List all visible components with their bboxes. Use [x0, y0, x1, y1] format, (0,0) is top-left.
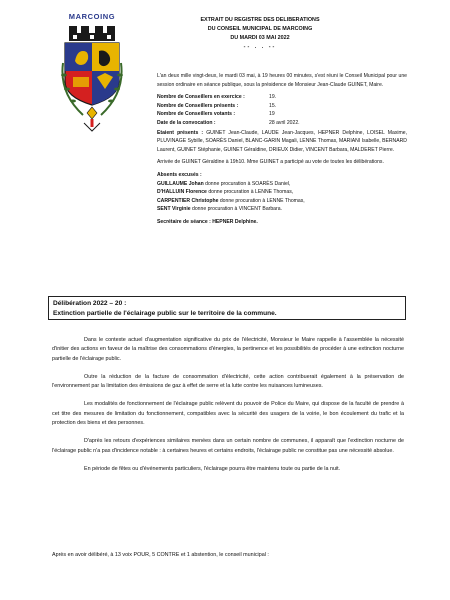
header-line-3: DU MARDI 03 MAI 2022: [230, 35, 290, 41]
secretary-label: Secrétaire de séance :: [157, 218, 211, 225]
secretary-name: HEPNER Delphine.: [212, 218, 258, 225]
excused-name: D'HALLUIN Florence: [157, 189, 207, 196]
excused-item: [157, 197, 407, 206]
excused-name: SENT Virginie: [157, 206, 191, 213]
body-paragraph: Outre la réduction de la facture de consommation d'électricité, cette action contribuerait également à la préservation de l'environnement par la limitation des émissions de gaz à effet de serre et la lutte contre les nuisances lumineuses.: [52, 373, 404, 390]
present-names: GUINET Jean-Claude, LAUDE Jean-Jacques, HEPNER Delphine, LOISEL Maxime, PLUVINAGE Sybille, SOARÈS Daniel, BLANC-GARIN Magali, LENNE Thomas, MARIANI Isabelle, BERNARD Laurent, GUINET Stéphanie, GUINET Géraldine, DRIEUX Didier, VINCENT Barbara, MALDERET Pierre.: [157, 129, 407, 153]
excused-item: [157, 188, 407, 197]
deliberation-number: Délibération 2022 – 20 :: [53, 300, 127, 307]
body-paragraph: En période de fêtes ou d'événements particuliers, l'éclairage pourra être maintenu toute ou partie de la nuit.: [84, 465, 341, 472]
stat-row: [157, 102, 407, 111]
stat-row: [157, 110, 407, 119]
excused-name: GUILLAUME Johan: [157, 180, 204, 187]
crest-title: MARCOING: [68, 12, 116, 21]
excused-detail: donne procuration à LENNE Thomas,: [219, 197, 305, 204]
excused-name: CARPENTIER Christophe: [157, 197, 219, 204]
stat-label: Nombre de Conseillers présents :: [157, 102, 239, 109]
excused-detail: donne procuration à SOARÈS Daniel,: [205, 180, 291, 187]
deliberation-subject: Extinction partielle de l'éclairage public sur le territoire de la commune.: [53, 309, 277, 317]
header-separator: -- . . --: [243, 44, 277, 50]
council-stats: [157, 93, 407, 127]
excused-detail: donne procuration à VINCENT Barbara.: [192, 206, 282, 213]
body-paragraph: D'après les retours d'expériences similaires menées dans un certain nombre de communes, il apparaît que l'extinction nocturne de l'éclairage public n'a pas d'incidence notable : à certaines heures et certains endroits, l'éclairage public ne constitue pas une nécessité absolue.: [52, 438, 404, 454]
secretary-line: [157, 218, 407, 227]
deliberation-body: [52, 336, 404, 483]
stat-value: 19: [269, 111, 275, 118]
stat-value: 19.: [269, 94, 277, 101]
stat-label: Date de la convocation :: [157, 119, 216, 126]
extract-header: [175, 16, 345, 52]
excused-detail: donne procuration à LENNE Thomas,: [208, 189, 294, 196]
header-line-2: DU CONSEIL MUNICIPAL DE MARCOING: [207, 26, 313, 32]
stat-value: 28 avril 2022.: [269, 119, 300, 126]
opening-paragraph: L'an deux mille vingt-deux, le mardi 03 mai, à 19 heures 00 minutes, s'est réuni le Conseil Municipal pour une session ordinaire en séance publique, sous la présidence de Monsieur Jean-Claude GUINET, Maire.: [157, 73, 407, 88]
header-line-1: EXTRAIT DU REGISTRE DES DELIBERATIONS: [200, 17, 320, 23]
coat-of-arms-icon: [59, 23, 125, 133]
present-members: [157, 129, 407, 155]
excused-item: [157, 180, 407, 189]
body-paragraph: Les modalités de fonctionnement de l'éclairage public relèvent du pouvoir de Police du Maire, qui dispose de la faculté de prendre à cet titre des mesures de limitation du fonctionnement, compatibles avec la sécurité des usagers de la voirie, le bon écoulement du trafic et la protection des biens et des personnes.: [52, 401, 404, 427]
body-paragraph: Dans le contexte actuel d'augmentation significative du prix de l'électricité, Monsieur le Maire rappelle à l'assemblée la nécessité d'initier des actions en faveur de la maîtrise des consommations d'énergies, la pertinence et les possibilités de procéder à une extinction nocturne partielle de l'éclairage public.: [52, 337, 404, 362]
vote-result: Après en avoir délibéré, à 13 voix POUR, 5 CONTRE et 1 abstention, le conseil municipal :: [52, 552, 269, 558]
municipal-crest: [52, 12, 132, 133]
stat-row: [157, 119, 407, 128]
deliberation-title-box: [48, 296, 406, 320]
arrival-note: Arrivée de GUINET Géraldine à 19h10. Mme GUINET a participé au vote de toutes les délibérations.: [157, 159, 384, 166]
excused-members: [157, 171, 407, 214]
stat-label: Nombre de Conseillers en exercice :: [157, 94, 245, 101]
stat-label: Nombre de Conseillers votants :: [157, 111, 236, 118]
stat-value: 15.: [269, 102, 277, 109]
stat-row: [157, 93, 407, 102]
excused-item: [157, 205, 407, 214]
excused-label: Absents excusés :: [157, 171, 202, 178]
session-intro: [157, 72, 407, 231]
present-label: Etaient présents :: [157, 129, 204, 136]
